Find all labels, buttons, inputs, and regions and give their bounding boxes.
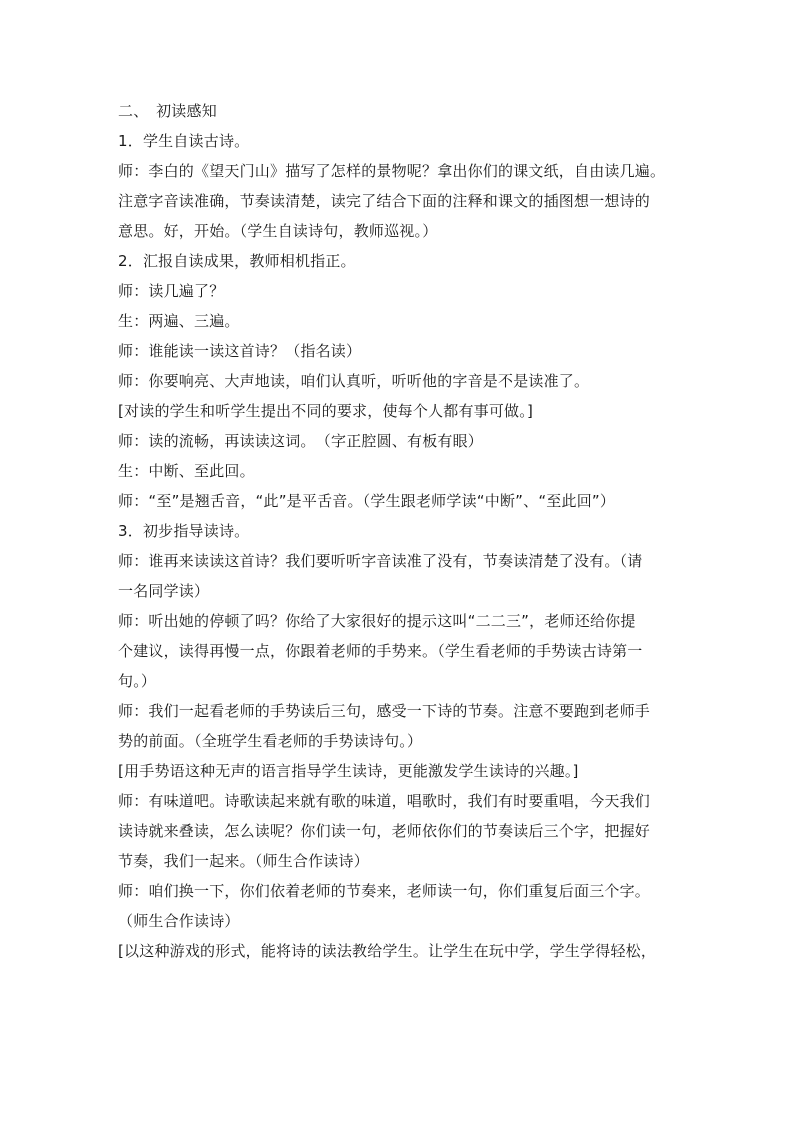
commentary-line: [对读的学生和听学生提出不同的要求，使每个人都有事可做。] bbox=[118, 402, 534, 420]
commentary-line: [以这种游戏的形式，能将诗的读法教给学生。让学生在玩中学，学生学得轻松， bbox=[118, 942, 657, 960]
dialogue-line: 师：有味道吧。诗歌读起来就有歌的味道，唱歌时，我们有时要重唱，今天我们 bbox=[118, 792, 651, 810]
paragraph-line: 师：李白的《望天门山》描写了怎样的景物呢？拿出你们的课文纸，自由读几遍。 bbox=[118, 162, 666, 180]
step-heading-1: 1．学生自读古诗。 bbox=[118, 132, 250, 150]
dialogue-line: 师：听出她的停顿了吗？你给了大家很好的提示这叫“二二三”，老师还给你提 bbox=[118, 612, 636, 630]
dialogue-line: 师：“至”是翘舌音，“此”是平舌音。（学生跟老师学读“中断”、“至此回”） bbox=[118, 492, 616, 510]
paragraph-line: 意思。好，开始。（学生自读诗句，教师巡视。） bbox=[118, 222, 438, 240]
dialogue-line: 个建议，读得再慢一点，你跟着老师的手势来。（学生看老师的手势读古诗第一 bbox=[118, 642, 643, 660]
dialogue-line: 师：谁能读一读这首诗？（指名读） bbox=[118, 342, 362, 360]
document-body bbox=[118, 96, 678, 966]
paragraph-line: 注意字音读准确，节奏读清楚，读完了结合下面的注释和课文的插图想一想诗的 bbox=[118, 192, 651, 210]
dialogue-line: 节奏，我们一起来。（师生合作读诗） bbox=[118, 852, 369, 870]
dialogue-line: 师：你要响亮、大声地读，咱们认真听，听听他的字音是不是读准了。 bbox=[118, 372, 590, 390]
commentary-line: [用手势语这种无声的语言指导学生读诗，更能激发学生读诗的兴趣。] bbox=[118, 762, 579, 780]
dialogue-line: 师：谁再来读读这首诗？我们要听听字音读准了没有，节奏读清楚了没有。（请 bbox=[118, 552, 643, 570]
step-heading-2: 2．汇报自读成果，教师相机指正。 bbox=[118, 252, 356, 270]
step-heading-3: 3．初步指导读诗。 bbox=[118, 522, 250, 540]
dialogue-line: 势的前面。（全班学生看老师的手势读诗句。） bbox=[118, 732, 423, 750]
dialogue-line: 师：读几遍了？ bbox=[118, 282, 225, 300]
dialogue-line: 生：中断、至此回。 bbox=[118, 462, 255, 480]
section-heading: 二、 初读感知 bbox=[118, 102, 217, 120]
dialogue-line: 师：我们一起看老师的手势读后三句，感受一下诗的节奏。注意不要跑到老师手 bbox=[118, 702, 651, 720]
dialogue-line: 一名同学读） bbox=[118, 582, 210, 600]
dialogue-line: 句。） bbox=[118, 672, 157, 690]
dialogue-line: 生：两遍、三遍。 bbox=[118, 312, 240, 330]
dialogue-line: 读诗就来叠读，怎么读呢？你们读一句，老师依你们的节奏读后三个字，把握好 bbox=[118, 822, 651, 840]
dialogue-line: 师：咱们换一下，你们依着老师的节奏来，老师读一句，你们重复后面三个字。 bbox=[118, 882, 651, 900]
dialogue-line: 师：读的流畅，再读读这词。 （字正腔圆、有板有眼） bbox=[118, 432, 484, 450]
dialogue-line: （师生合作读诗） bbox=[118, 912, 240, 930]
